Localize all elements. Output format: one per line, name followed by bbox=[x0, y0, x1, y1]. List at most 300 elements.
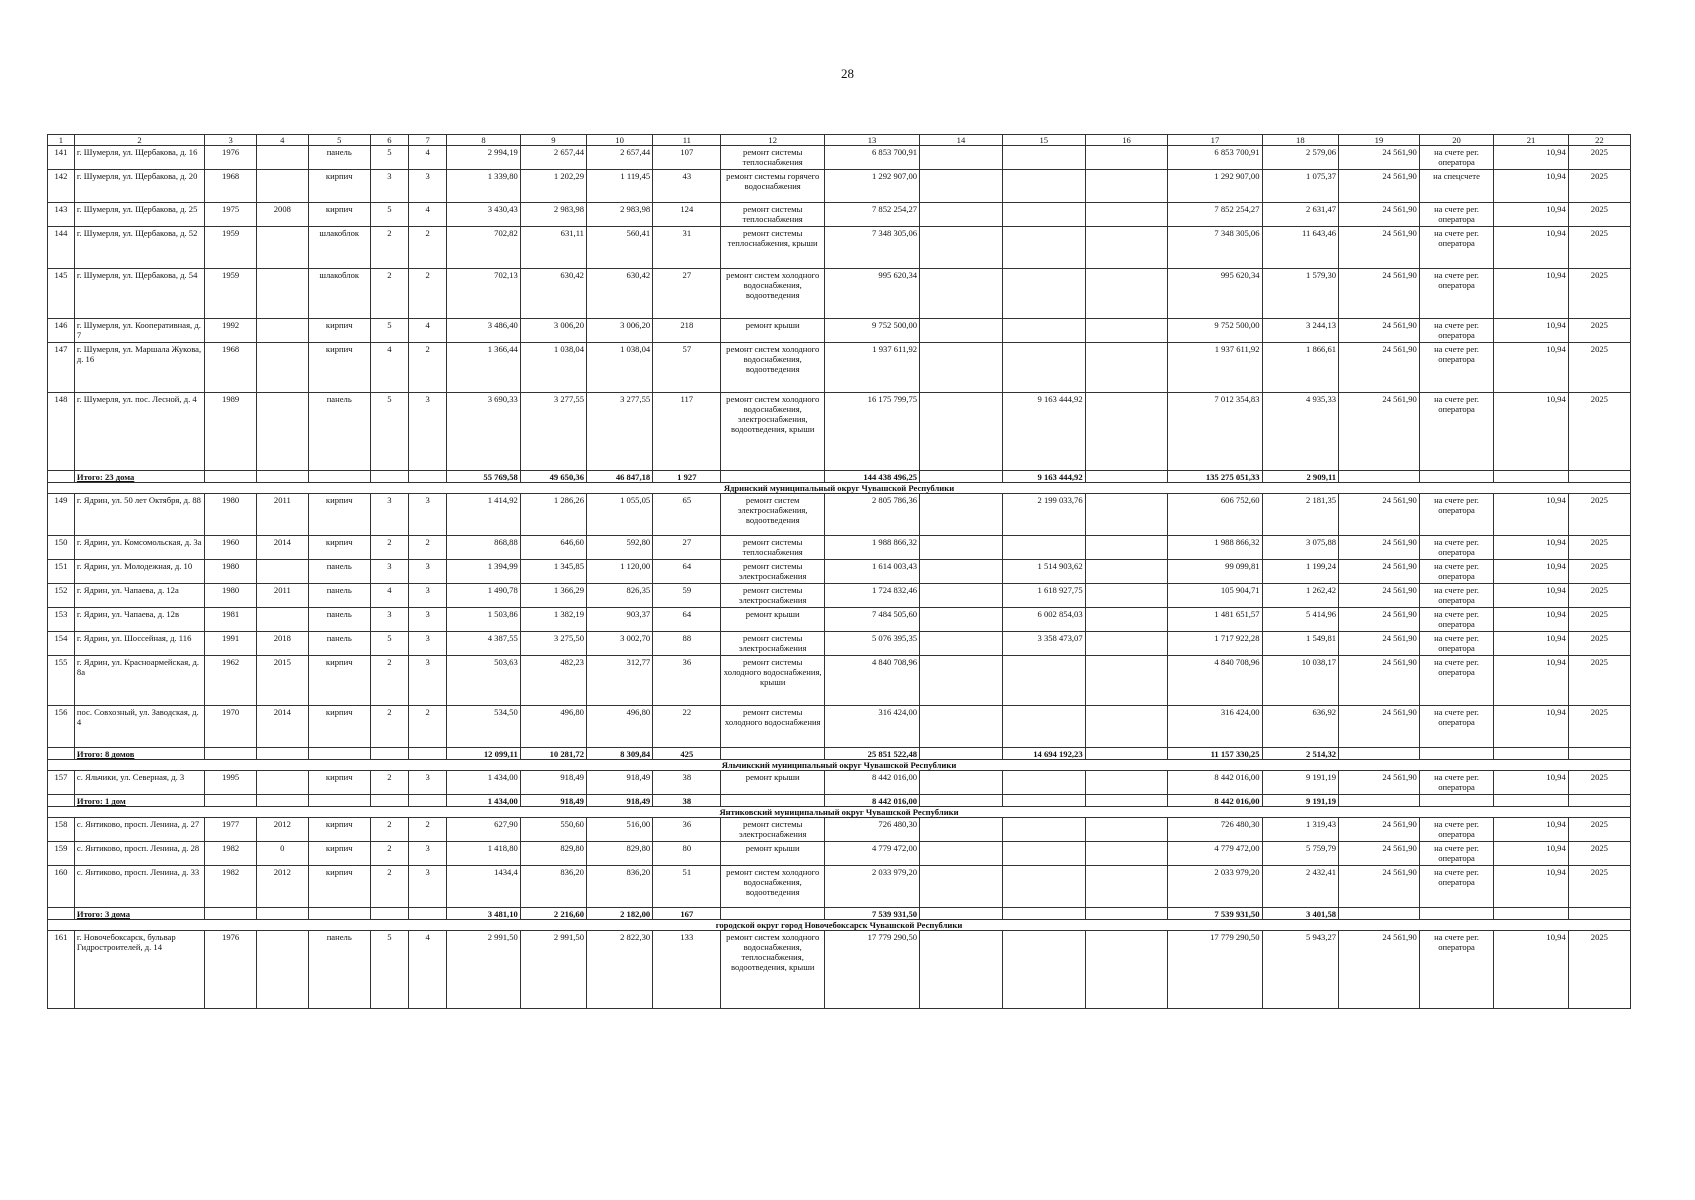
subtotal-label: Итого: 1 дом bbox=[74, 795, 204, 807]
table-row bbox=[48, 203, 1631, 227]
column-number-cell: 6 bbox=[370, 135, 408, 146]
table-cell bbox=[1085, 771, 1168, 795]
table-cell: г. Шумерля, ул. Щербакова, д. 52 bbox=[74, 227, 204, 269]
table-cell: 24 561,90 bbox=[1339, 203, 1420, 227]
table-cell: 5 bbox=[370, 393, 408, 471]
subtotal-label: Итого: 23 дома bbox=[74, 471, 204, 483]
table-cell bbox=[409, 908, 447, 920]
table-cell: 24 561,90 bbox=[1339, 632, 1420, 656]
table-cell: 1 618 927,75 bbox=[1002, 584, 1085, 608]
table-cell bbox=[920, 319, 1003, 343]
table-cell bbox=[1002, 203, 1085, 227]
table-cell: 10,94 bbox=[1494, 203, 1568, 227]
table-cell bbox=[1002, 227, 1085, 269]
table-cell: 8 442 016,00 bbox=[1168, 795, 1262, 807]
table-cell: 1 418,80 bbox=[447, 842, 520, 866]
municipality-section-title: Яльчикский муниципальный округ Чувашской Республики bbox=[48, 760, 1631, 771]
table-cell: 5 414,96 bbox=[1262, 608, 1339, 632]
table-cell bbox=[409, 795, 447, 807]
table-cell: 2 657,44 bbox=[520, 146, 586, 170]
table-cell bbox=[1494, 748, 1568, 760]
table-cell bbox=[1085, 227, 1168, 269]
table-cell: 2018 bbox=[256, 632, 308, 656]
table-cell: 2 909,11 bbox=[1262, 471, 1339, 483]
table-cell bbox=[1085, 471, 1168, 483]
table-cell bbox=[1085, 494, 1168, 536]
table-cell bbox=[721, 471, 824, 483]
table-cell: 27 bbox=[653, 269, 721, 319]
table-cell: 57 bbox=[653, 343, 721, 393]
table-cell: 1 579,30 bbox=[1262, 269, 1339, 319]
table-row bbox=[48, 584, 1631, 608]
table-cell: г. Ядрин, ул. Комсомольская, д. 3а bbox=[74, 536, 204, 560]
table-cell: 9 163 444,92 bbox=[1002, 393, 1085, 471]
table-cell: 8 442 016,00 bbox=[1168, 771, 1262, 795]
table-cell: 1 549,81 bbox=[1262, 632, 1339, 656]
table-cell bbox=[920, 146, 1003, 170]
table-cell: 4 779 472,00 bbox=[1168, 842, 1262, 866]
table-cell: 1 366,29 bbox=[520, 584, 586, 608]
table-cell: 3 430,43 bbox=[447, 203, 520, 227]
table-cell: 1 366,44 bbox=[447, 343, 520, 393]
table-cell: 135 275 051,33 bbox=[1168, 471, 1262, 483]
table-cell: на счете рег. оператора bbox=[1419, 393, 1493, 471]
table-cell bbox=[920, 170, 1003, 203]
table-cell: 24 561,90 bbox=[1339, 706, 1420, 748]
table-cell bbox=[1085, 203, 1168, 227]
table-cell bbox=[1419, 908, 1493, 920]
table-cell: на счете рег. оператора bbox=[1419, 536, 1493, 560]
table-cell: 10,94 bbox=[1494, 706, 1568, 748]
table-cell: ремонт систем холодного водоснабжения, теплоснабжения, водоотведения, крыши bbox=[721, 931, 824, 1009]
column-number-cell: 11 bbox=[653, 135, 721, 146]
column-number-cell: 2 bbox=[74, 135, 204, 146]
table-cell bbox=[256, 319, 308, 343]
table-cell: 3 bbox=[409, 584, 447, 608]
table-cell bbox=[1002, 771, 1085, 795]
table-cell: 24 561,90 bbox=[1339, 536, 1420, 560]
table-row bbox=[48, 842, 1631, 866]
table-cell: 2 bbox=[409, 269, 447, 319]
table-cell: на счете рег. оператора bbox=[1419, 560, 1493, 584]
table-cell: 3 bbox=[409, 608, 447, 632]
table-cell: 31 bbox=[653, 227, 721, 269]
table-cell: 702,82 bbox=[447, 227, 520, 269]
table-cell: кирпич bbox=[308, 771, 370, 795]
table-cell bbox=[1085, 560, 1168, 584]
table-cell bbox=[256, 343, 308, 393]
table-cell: 1 292 907,00 bbox=[1168, 170, 1262, 203]
table-cell: 51 bbox=[653, 866, 721, 908]
table-cell: 10,94 bbox=[1494, 343, 1568, 393]
table-cell: 3 bbox=[370, 560, 408, 584]
table-cell bbox=[1002, 866, 1085, 908]
table-cell: г. Ядрин, ул. Чапаева, д. 12а bbox=[74, 584, 204, 608]
table-cell bbox=[1419, 748, 1493, 760]
table-cell bbox=[308, 908, 370, 920]
table-cell: 2 bbox=[409, 227, 447, 269]
table-cell: 24 561,90 bbox=[1339, 343, 1420, 393]
table-cell: 59 bbox=[653, 584, 721, 608]
table-cell bbox=[920, 536, 1003, 560]
table-cell bbox=[409, 748, 447, 760]
table-cell: 995 620,34 bbox=[824, 269, 919, 319]
table-row bbox=[48, 771, 1631, 795]
column-number-cell: 9 bbox=[520, 135, 586, 146]
table-cell: 133 bbox=[653, 931, 721, 1009]
table-cell: 627,90 bbox=[447, 818, 520, 842]
table-cell: 1 075,37 bbox=[1262, 170, 1339, 203]
table-cell: 5 076 395,35 bbox=[824, 632, 919, 656]
table-cell bbox=[256, 748, 308, 760]
table-cell: панель bbox=[308, 931, 370, 1009]
table-cell: 10,94 bbox=[1494, 494, 1568, 536]
table-cell: 606 752,60 bbox=[1168, 494, 1262, 536]
table-cell: 36 bbox=[653, 656, 721, 706]
municipality-section-row bbox=[48, 760, 1631, 771]
table-cell: 3 401,58 bbox=[1262, 908, 1339, 920]
table-cell: 829,80 bbox=[520, 842, 586, 866]
table-cell: 630,42 bbox=[586, 269, 652, 319]
column-number-cell: 4 bbox=[256, 135, 308, 146]
table-cell: 1 434,00 bbox=[447, 771, 520, 795]
table-cell: 2025 bbox=[1568, 343, 1630, 393]
table-cell bbox=[256, 908, 308, 920]
table-cell bbox=[721, 748, 824, 760]
table-cell: 17 779 290,50 bbox=[1168, 931, 1262, 1009]
table-cell: 141 bbox=[48, 146, 75, 170]
table-cell: 24 561,90 bbox=[1339, 866, 1420, 908]
table-cell: 147 bbox=[48, 343, 75, 393]
table-cell: 4 bbox=[409, 931, 447, 1009]
table-cell: 5 bbox=[370, 319, 408, 343]
table-cell bbox=[1085, 536, 1168, 560]
table-cell: 88 bbox=[653, 632, 721, 656]
table-cell: 836,20 bbox=[520, 866, 586, 908]
table-cell: 4 bbox=[409, 146, 447, 170]
table-cell: 2 bbox=[370, 536, 408, 560]
table-cell: г. Шумерля, ул. Щербакова, д. 20 bbox=[74, 170, 204, 203]
table-cell: 10,94 bbox=[1494, 170, 1568, 203]
table-cell: 5 bbox=[370, 632, 408, 656]
table-cell: 1 038,04 bbox=[520, 343, 586, 393]
table-cell: 4 840 708,96 bbox=[824, 656, 919, 706]
table-cell: на спецсчете bbox=[1419, 170, 1493, 203]
table-cell: кирпич bbox=[308, 656, 370, 706]
table-cell bbox=[1002, 908, 1085, 920]
table-cell: 99 099,81 bbox=[1168, 560, 1262, 584]
table-cell: 55 769,58 bbox=[447, 471, 520, 483]
table-cell: г. Новочебоксарск, бульвар Гидростроителей, д. 14 bbox=[74, 931, 204, 1009]
table-cell: ремонт системы электроснабжения bbox=[721, 632, 824, 656]
table-cell: 3 690,33 bbox=[447, 393, 520, 471]
table-cell: на счете рег. оператора bbox=[1419, 608, 1493, 632]
table-cell: 9 163 444,92 bbox=[1002, 471, 1085, 483]
table-cell bbox=[1085, 146, 1168, 170]
table-cell bbox=[1002, 319, 1085, 343]
column-number-cell: 3 bbox=[205, 135, 257, 146]
table-cell: 2025 bbox=[1568, 269, 1630, 319]
table-cell: на счете рег. оператора bbox=[1419, 494, 1493, 536]
table-cell bbox=[1085, 748, 1168, 760]
table-cell: на счете рег. оператора bbox=[1419, 818, 1493, 842]
table-cell bbox=[920, 471, 1003, 483]
table-cell: 46 847,18 bbox=[586, 471, 652, 483]
table-cell: 3 bbox=[409, 494, 447, 536]
table-cell: 3 486,40 bbox=[447, 319, 520, 343]
table-cell: 64 bbox=[653, 560, 721, 584]
subtotal-row bbox=[48, 471, 1631, 483]
table-cell: 2012 bbox=[256, 866, 308, 908]
table-cell: 24 561,90 bbox=[1339, 393, 1420, 471]
table-row bbox=[48, 319, 1631, 343]
column-number-cell: 18 bbox=[1262, 135, 1339, 146]
table-cell: панель bbox=[308, 146, 370, 170]
table-cell: 24 561,90 bbox=[1339, 170, 1420, 203]
table-cell bbox=[1568, 471, 1630, 483]
table-cell: 2 822,30 bbox=[586, 931, 652, 1009]
table-cell bbox=[205, 748, 257, 760]
table-cell: 160 bbox=[48, 866, 75, 908]
table-cell bbox=[920, 269, 1003, 319]
table-cell: 5 bbox=[370, 203, 408, 227]
table-cell: 7 539 931,50 bbox=[824, 908, 919, 920]
table-cell: 3 277,55 bbox=[586, 393, 652, 471]
table-cell bbox=[1002, 269, 1085, 319]
table-cell: 2 bbox=[370, 866, 408, 908]
table-cell bbox=[920, 227, 1003, 269]
table-cell: 1 717 922,28 bbox=[1168, 632, 1262, 656]
table-cell bbox=[1002, 795, 1085, 807]
table-cell: 24 561,90 bbox=[1339, 560, 1420, 584]
table-cell: 10,94 bbox=[1494, 393, 1568, 471]
column-number-cell: 13 bbox=[824, 135, 919, 146]
table-cell: 1 292 907,00 bbox=[824, 170, 919, 203]
table-cell: 36 bbox=[653, 818, 721, 842]
subtotal-row bbox=[48, 795, 1631, 807]
table-cell: 24 561,90 bbox=[1339, 227, 1420, 269]
table-cell: 12 099,11 bbox=[447, 748, 520, 760]
table-cell: 5 bbox=[370, 146, 408, 170]
table-cell: г. Шумерля, ул. Кооперативная, д. 7 bbox=[74, 319, 204, 343]
table-cell bbox=[1002, 170, 1085, 203]
table-cell bbox=[1085, 866, 1168, 908]
table-cell: 2 bbox=[370, 227, 408, 269]
table-cell bbox=[48, 908, 75, 920]
table-cell bbox=[920, 842, 1003, 866]
table-cell: 918,49 bbox=[586, 795, 652, 807]
table-cell bbox=[1002, 842, 1085, 866]
column-number-cell: 8 bbox=[447, 135, 520, 146]
table-cell: 7 539 931,50 bbox=[1168, 908, 1262, 920]
table-cell: кирпич bbox=[308, 203, 370, 227]
table-cell: с. Янтиково, просп. Ленина, д. 27 bbox=[74, 818, 204, 842]
table-cell: ремонт системы теплоснабжения, крыши bbox=[721, 227, 824, 269]
table-cell: панель bbox=[308, 632, 370, 656]
table-cell: 24 561,90 bbox=[1339, 146, 1420, 170]
table-cell: 17 779 290,50 bbox=[824, 931, 919, 1009]
table-cell: с. Янтиково, просп. Ленина, д. 33 bbox=[74, 866, 204, 908]
table-cell: 11 643,46 bbox=[1262, 227, 1339, 269]
table-cell: 10 281,72 bbox=[520, 748, 586, 760]
table-cell: 65 bbox=[653, 494, 721, 536]
table-cell bbox=[721, 908, 824, 920]
table-cell: ремонт систем холодного водоснабжения, водоотведения bbox=[721, 866, 824, 908]
table-cell: кирпич bbox=[308, 818, 370, 842]
table-cell: 995 620,34 bbox=[1168, 269, 1262, 319]
table-cell: 868,88 bbox=[447, 536, 520, 560]
table-cell: 1982 bbox=[205, 842, 257, 866]
table-cell: 145 bbox=[48, 269, 75, 319]
table-cell: 1981 bbox=[205, 608, 257, 632]
table-cell: 7 852 254,27 bbox=[824, 203, 919, 227]
table-cell bbox=[1419, 471, 1493, 483]
table-cell: на счете рег. оператора bbox=[1419, 227, 1493, 269]
table-cell: 3 bbox=[370, 608, 408, 632]
table-cell bbox=[1002, 146, 1085, 170]
table-cell bbox=[308, 748, 370, 760]
table-cell bbox=[308, 471, 370, 483]
table-cell: г. Ядрин, ул. Шоссейная, д. 116 bbox=[74, 632, 204, 656]
table-cell: 1962 bbox=[205, 656, 257, 706]
table-cell: 2 805 786,36 bbox=[824, 494, 919, 536]
table-cell: 2025 bbox=[1568, 771, 1630, 795]
table-cell: 2025 bbox=[1568, 706, 1630, 748]
table-cell: 4 387,55 bbox=[447, 632, 520, 656]
table-cell: 2 bbox=[370, 706, 408, 748]
table-cell: 1975 bbox=[205, 203, 257, 227]
table-cell bbox=[920, 343, 1003, 393]
table-cell: 1992 bbox=[205, 319, 257, 343]
table-cell: г. Ядрин, ул. 50 лет Октября, д. 88 bbox=[74, 494, 204, 536]
table-cell: 1 937 611,92 bbox=[824, 343, 919, 393]
table-cell bbox=[721, 795, 824, 807]
table-cell: 1960 bbox=[205, 536, 257, 560]
table-cell: 2 994,19 bbox=[447, 146, 520, 170]
table-cell: кирпич bbox=[308, 319, 370, 343]
table-cell: 6 853 700,91 bbox=[1168, 146, 1262, 170]
table-cell: 2025 bbox=[1568, 608, 1630, 632]
table-cell: 24 561,90 bbox=[1339, 931, 1420, 1009]
table-cell: 1 724 832,46 bbox=[824, 584, 919, 608]
table-cell: 22 bbox=[653, 706, 721, 748]
table-cell: на счете рег. оператора bbox=[1419, 771, 1493, 795]
subtotal-row bbox=[48, 748, 1631, 760]
table-cell: на счете рег. оператора bbox=[1419, 866, 1493, 908]
table-cell: 1 866,61 bbox=[1262, 343, 1339, 393]
table-cell: 3 075,88 bbox=[1262, 536, 1339, 560]
table-cell: 24 561,90 bbox=[1339, 818, 1420, 842]
table-cell: 10,94 bbox=[1494, 866, 1568, 908]
table-cell: 1 490,78 bbox=[447, 584, 520, 608]
table-cell: 6 002 854,03 bbox=[1002, 608, 1085, 632]
table-cell: 8 309,84 bbox=[586, 748, 652, 760]
table-cell: г. Ядрин, ул. Красноармейская, д. 8а bbox=[74, 656, 204, 706]
table-cell: 918,49 bbox=[586, 771, 652, 795]
table-cell: 1968 bbox=[205, 343, 257, 393]
table-cell bbox=[920, 608, 1003, 632]
table-cell: 2 983,98 bbox=[586, 203, 652, 227]
table-cell: кирпич bbox=[308, 536, 370, 560]
table-cell: 9 752 500,00 bbox=[824, 319, 919, 343]
table-cell bbox=[1002, 931, 1085, 1009]
table-cell: ремонт крыши bbox=[721, 842, 824, 866]
table-cell: ремонт системы электроснабжения bbox=[721, 560, 824, 584]
table-cell: 918,49 bbox=[520, 771, 586, 795]
table-cell bbox=[1002, 343, 1085, 393]
table-cell: 1 414,92 bbox=[447, 494, 520, 536]
table-cell: 3 bbox=[409, 771, 447, 795]
table-cell: 3 277,55 bbox=[520, 393, 586, 471]
table-cell: 2 991,50 bbox=[447, 931, 520, 1009]
table-cell: кирпич bbox=[308, 494, 370, 536]
table-cell bbox=[920, 632, 1003, 656]
table-cell bbox=[1085, 393, 1168, 471]
table-cell bbox=[920, 494, 1003, 536]
table-cell bbox=[920, 656, 1003, 706]
table-cell: 2025 bbox=[1568, 632, 1630, 656]
table-cell bbox=[370, 795, 408, 807]
table-cell: 1991 bbox=[205, 632, 257, 656]
table-cell bbox=[1085, 656, 1168, 706]
table-cell: 516,00 bbox=[586, 818, 652, 842]
table-cell: 2025 bbox=[1568, 203, 1630, 227]
table-cell: 218 bbox=[653, 319, 721, 343]
table-cell: 167 bbox=[653, 908, 721, 920]
table-cell: 1 120,00 bbox=[586, 560, 652, 584]
table-cell: 159 bbox=[48, 842, 75, 866]
table-cell: 1959 bbox=[205, 269, 257, 319]
table-cell: на счете рег. оператора bbox=[1419, 343, 1493, 393]
table-cell: 1 286,26 bbox=[520, 494, 586, 536]
table-cell: 2025 bbox=[1568, 584, 1630, 608]
municipality-section-row bbox=[48, 920, 1631, 931]
table-cell: на счете рег. оператора bbox=[1419, 656, 1493, 706]
table-cell: 43 bbox=[653, 170, 721, 203]
table-cell: ремонт крыши bbox=[721, 319, 824, 343]
table-cell: 10,94 bbox=[1494, 656, 1568, 706]
table-cell: 2 bbox=[370, 269, 408, 319]
table-cell: на счете рег. оператора bbox=[1419, 632, 1493, 656]
table-cell: 10,94 bbox=[1494, 842, 1568, 866]
municipality-section-title: Ядринский муниципальный округ Чувашской Республики bbox=[48, 483, 1631, 494]
table-cell: 3 bbox=[409, 393, 447, 471]
table-cell: 2025 bbox=[1568, 818, 1630, 842]
table-cell: 2 bbox=[370, 842, 408, 866]
table-cell: 16 175 799,75 bbox=[824, 393, 919, 471]
table-cell: 1 434,00 bbox=[447, 795, 520, 807]
table-cell: 2 216,60 bbox=[520, 908, 586, 920]
table-row bbox=[48, 608, 1631, 632]
table-cell: 24 561,90 bbox=[1339, 656, 1420, 706]
table-cell: на счете рег. оператора bbox=[1419, 319, 1493, 343]
table-cell: 10,94 bbox=[1494, 560, 1568, 584]
table-cell bbox=[1085, 584, 1168, 608]
table-cell bbox=[1494, 471, 1568, 483]
table-cell: 1989 bbox=[205, 393, 257, 471]
table-row bbox=[48, 494, 1631, 536]
table-cell bbox=[256, 170, 308, 203]
table-cell: 10,94 bbox=[1494, 227, 1568, 269]
table-cell bbox=[256, 608, 308, 632]
table-cell: 157 bbox=[48, 771, 75, 795]
column-number-cell: 12 bbox=[721, 135, 824, 146]
table-cell: 2 033 979,20 bbox=[1168, 866, 1262, 908]
table-cell: 148 bbox=[48, 393, 75, 471]
table-cell: ремонт системы горячего водоснабжения bbox=[721, 170, 824, 203]
table-cell: 2011 bbox=[256, 494, 308, 536]
table-cell: 49 650,36 bbox=[520, 471, 586, 483]
